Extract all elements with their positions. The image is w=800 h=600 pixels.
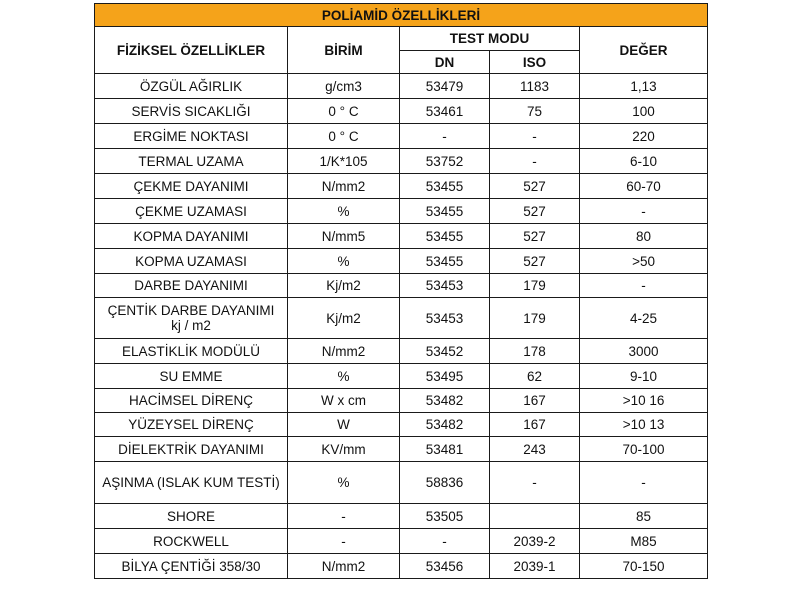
table-row — [95, 99, 708, 124]
cell-iso: - — [490, 462, 580, 504]
cell-property: KOPMA UZAMASI — [95, 249, 288, 274]
cell-dn: 53479 — [400, 74, 490, 99]
cell-dn: 53456 — [400, 554, 490, 579]
cell-unit: g/cm3 — [288, 74, 400, 99]
table-row — [95, 298, 708, 339]
cell-iso: - — [490, 149, 580, 174]
cell-property: SHORE — [95, 504, 288, 529]
cell-unit: % — [288, 364, 400, 389]
cell-property — [95, 298, 288, 339]
cell-dn: 53495 — [400, 364, 490, 389]
cell-dn: 53461 — [400, 99, 490, 124]
table-row — [95, 389, 708, 413]
cell-iso: 178 — [490, 339, 580, 364]
cell-value: - — [580, 274, 708, 298]
cell-property: HACİMSEL DİRENÇ — [95, 389, 288, 413]
cell-dn: 53752 — [400, 149, 490, 174]
cell-dn: - — [400, 124, 490, 149]
header-iso: ISO — [490, 51, 580, 74]
cell-iso: - — [490, 124, 580, 149]
table-row — [95, 364, 708, 389]
cell-property: YÜZEYSEL DİRENÇ — [95, 413, 288, 437]
table-row — [95, 149, 708, 174]
cell-unit: 0 ° C — [288, 124, 400, 149]
cell-unit: W — [288, 413, 400, 437]
table-row — [95, 437, 708, 462]
cell-iso: 527 — [490, 249, 580, 274]
cell-unit: N/mm5 — [288, 224, 400, 249]
cell-dn: 53455 — [400, 249, 490, 274]
header-dn: DN — [400, 51, 490, 74]
cell-unit: 1/K*105 — [288, 149, 400, 174]
header-unit: BİRİM — [288, 27, 400, 74]
table-row — [95, 413, 708, 437]
header-value: DEĞER — [580, 27, 708, 74]
cell-value: - — [580, 199, 708, 224]
cell-value: >10 13 — [580, 413, 708, 437]
cell-iso — [490, 504, 580, 529]
cell-property: SU EMME — [95, 364, 288, 389]
table-row — [95, 554, 708, 579]
cell-dn: 53455 — [400, 174, 490, 199]
cell-iso: 527 — [490, 224, 580, 249]
cell-dn: 58836 — [400, 462, 490, 504]
cell-unit: N/mm2 — [288, 554, 400, 579]
cell-value: 60-70 — [580, 174, 708, 199]
table-row — [95, 249, 708, 274]
cell-property: ELASTİKLİK MODÜLÜ — [95, 339, 288, 364]
table-row — [95, 504, 708, 529]
cell-property: ROCKWELL — [95, 529, 288, 554]
cell-property: DARBE DAYANIMI — [95, 274, 288, 298]
table-row — [95, 462, 708, 504]
table-row — [95, 174, 708, 199]
cell-value: 3000 — [580, 339, 708, 364]
table-row — [95, 339, 708, 364]
cell-dn: 53453 — [400, 274, 490, 298]
cell-property-line1: ÇENTİK DARBE DAYANIMI — [107, 303, 275, 318]
cell-iso: 167 — [490, 413, 580, 437]
cell-dn: 53452 — [400, 339, 490, 364]
cell-dn: 53453 — [400, 298, 490, 339]
cell-unit: - — [288, 529, 400, 554]
table-row — [95, 274, 708, 298]
cell-value: 9-10 — [580, 364, 708, 389]
cell-unit: 0 ° C — [288, 99, 400, 124]
cell-property: ÇEKME UZAMASI — [95, 199, 288, 224]
polyamide-properties-table — [94, 3, 708, 579]
cell-unit: - — [288, 504, 400, 529]
cell-property: TERMAL UZAMA — [95, 149, 288, 174]
cell-iso: 527 — [490, 199, 580, 224]
cell-property: SERVİS SICAKLIĞI — [95, 99, 288, 124]
cell-unit: Kj/m2 — [288, 298, 400, 339]
cell-iso: 527 — [490, 174, 580, 199]
cell-iso: 62 — [490, 364, 580, 389]
cell-property-line2: kj / m2 — [171, 318, 211, 333]
cell-value: - — [580, 462, 708, 504]
cell-value: 70-100 — [580, 437, 708, 462]
cell-unit: W x cm — [288, 389, 400, 413]
cell-iso: 1183 — [490, 74, 580, 99]
cell-iso: 167 — [490, 389, 580, 413]
table-row — [95, 124, 708, 149]
cell-value: 220 — [580, 124, 708, 149]
cell-iso: 2039-2 — [490, 529, 580, 554]
cell-dn: 53505 — [400, 504, 490, 529]
header-property: FİZİKSEL ÖZELLİKLER — [95, 27, 288, 74]
cell-unit: % — [288, 199, 400, 224]
cell-dn: 53455 — [400, 224, 490, 249]
cell-iso: 75 — [490, 99, 580, 124]
cell-dn: 53455 — [400, 199, 490, 224]
cell-value: 70-150 — [580, 554, 708, 579]
cell-unit: % — [288, 462, 400, 504]
cell-property: ÖZGÜL AĞIRLIK — [95, 74, 288, 99]
cell-value: 100 — [580, 99, 708, 124]
cell-value: M85 — [580, 529, 708, 554]
cell-value: 4-25 — [580, 298, 708, 339]
cell-property: BİLYA ÇENTİĞİ 358/30 — [95, 554, 288, 579]
cell-value: 80 — [580, 224, 708, 249]
cell-dn: 53482 — [400, 389, 490, 413]
table-row — [95, 529, 708, 554]
cell-dn: 53482 — [400, 413, 490, 437]
cell-value: 1,13 — [580, 74, 708, 99]
cell-dn: - — [400, 529, 490, 554]
cell-property: DİELEKTRİK DAYANIMI — [95, 437, 288, 462]
cell-unit: KV/mm — [288, 437, 400, 462]
cell-iso: 243 — [490, 437, 580, 462]
cell-dn: 53481 — [400, 437, 490, 462]
table-row — [95, 224, 708, 249]
cell-unit: Kj/m2 — [288, 274, 400, 298]
cell-iso: 179 — [490, 274, 580, 298]
cell-value: 6-10 — [580, 149, 708, 174]
cell-value: >50 — [580, 249, 708, 274]
cell-iso: 2039-1 — [490, 554, 580, 579]
cell-iso: 179 — [490, 298, 580, 339]
cell-unit: N/mm2 — [288, 174, 400, 199]
cell-value: >10 16 — [580, 389, 708, 413]
cell-unit: N/mm2 — [288, 339, 400, 364]
table-row — [95, 74, 708, 99]
cell-property: ERGİME NOKTASI — [95, 124, 288, 149]
cell-unit: % — [288, 249, 400, 274]
table-title: POLİAMİD ÖZELLİKLERİ — [95, 4, 708, 27]
header-test-mode: TEST MODU — [400, 27, 580, 51]
cell-property: KOPMA DAYANIMI — [95, 224, 288, 249]
cell-value: 85 — [580, 504, 708, 529]
table-row — [95, 199, 708, 224]
cell-property: ÇEKME DAYANIMI — [95, 174, 288, 199]
cell-property: AŞINMA (ISLAK KUM TESTİ) — [95, 462, 288, 504]
